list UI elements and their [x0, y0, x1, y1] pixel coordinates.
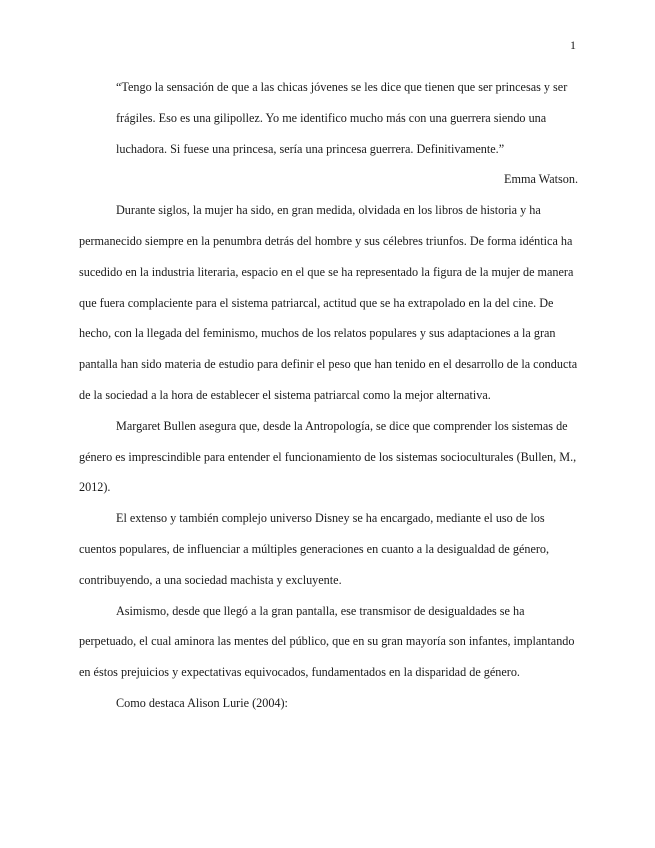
paragraph: Durante siglos, la mujer ha sido, en gran medida, olvidada en los libros de historia y ha permanecido siempre en la penumbra detrás del hombre y sus célebres triunfos. De forma idéntica ha sucedido en la industria literaria, espacio en el que se ha representado la figura de la mujer de manera que fuera complaciente para el sistema patriarcal, actitud que se ha extrapolado en la del cine. De hecho, con la llegada del feminismo, muchos de los relatos populares y sus adaptaciones a la gran pantalla han sido materia de estudio para definir el peso que han tenido en el desarrollo de la conducta de la sociedad a la hora de establecer el sistema patriarcal como la mejor alternativa.: [79, 203, 578, 402]
paragraph: El extenso y también complejo universo Disney se ha encargado, mediante el uso de los cuentos populares, de influenciar a múltiples generaciones en cuanto a la desigualdad de género, contribuyendo, a una sociedad machista y excluyente.: [79, 511, 550, 587]
paragraph: Como destaca Alison Lurie (2004):: [116, 695, 288, 710]
paragraph: Asimismo, desde que llegó a la gran pantalla, ese transmisor de desigualdades se ha perpetuado, el cual aminora las mentes del público, que en su gran mayoría son infantes, implantando en éstos prejuicios y expectativas equivocados, fundamentados en la disparidad de género.: [79, 603, 575, 680]
document-body: [79, 72, 578, 719]
epigraph-quote: “Tengo la sensación de que a las chicas jóvenes se les dice que tienen que ser princesas y ser frágiles. Eso es una gilipollez. Yo me identifico mucho más con una guerrera siendo una luchadora. Si fuese una princesa, sería una princesa guerrera. Definitivamente.”: [116, 80, 568, 156]
paragraph: Margaret Bullen asegura que, desde la Antropología, se dice que comprender los sistemas de género es imprescindible para entender el funcionamiento de los sistemas socioculturales (Bullen, M., 2012).: [79, 418, 577, 495]
page-number: 1: [570, 38, 576, 52]
epigraph-author: Emma Watson.: [504, 172, 578, 187]
